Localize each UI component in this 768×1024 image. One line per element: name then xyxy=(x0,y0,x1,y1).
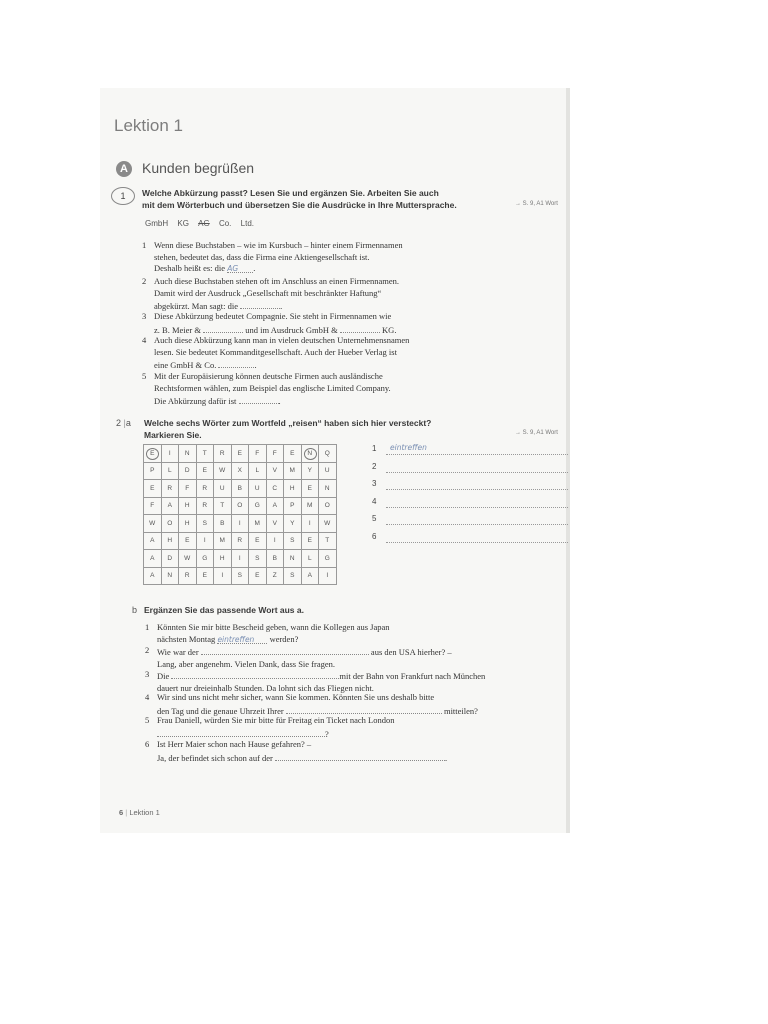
grid-letter-cell[interactable]: I xyxy=(319,567,337,585)
text-line: abgekürzt. Man sagt: die xyxy=(154,301,239,311)
grid-letter-cell[interactable]: M xyxy=(301,497,319,515)
answer-line[interactable] xyxy=(386,479,568,490)
grid-letter-cell[interactable]: A xyxy=(161,497,179,515)
text-line: Deshalb heißt es: die xyxy=(154,263,226,273)
grid-letter-cell[interactable]: C xyxy=(266,480,284,498)
section-badge: A xyxy=(116,161,132,177)
handwritten-answer: eintreffen xyxy=(217,634,255,644)
grid-letter-cell[interactable]: I xyxy=(266,532,284,550)
grid-letter-cell[interactable]: H xyxy=(161,532,179,550)
exercise-2b-item-5 xyxy=(157,715,497,740)
exercise-2b-item-6 xyxy=(157,739,497,764)
text-line: Die Abkürzung dafür ist xyxy=(154,396,237,406)
exercise-2-number xyxy=(116,418,131,428)
grid-letter-cell[interactable]: A xyxy=(301,567,319,585)
grid-letter-cell[interactable]: M xyxy=(214,532,232,550)
abbreviation-option: KG xyxy=(177,219,189,228)
grid-letter-cell[interactable]: E xyxy=(301,532,319,550)
grid-letter-cell[interactable]: P xyxy=(284,497,302,515)
grid-letter-cell[interactable]: L xyxy=(301,550,319,568)
answer-number: 2 xyxy=(372,461,377,471)
grid-letter-cell[interactable]: G xyxy=(319,550,337,568)
grid-letter-cell[interactable]: W xyxy=(214,462,232,480)
grid-letter-cell[interactable]: E xyxy=(249,532,267,550)
text-end: . xyxy=(253,263,256,273)
exercise-2a-reference: → S. 9, A1 Wort xyxy=(515,430,558,436)
text-line: Wir sind uns nicht mehr sicher, wann Sie kommen. Könnten Sie uns deshalb bitte xyxy=(157,692,435,702)
grid-letter-cell[interactable]: S xyxy=(231,567,249,585)
text-line: Wenn diese Buchstaben – wie im Kursbuch – hinter einem Firmennamen xyxy=(154,240,403,250)
word-search-grid xyxy=(143,444,337,585)
exercise-1-item-4 xyxy=(154,335,494,372)
grid-letter-cell[interactable]: G xyxy=(249,497,267,515)
text-line: dauert nur dreieinhalb Stunden. Da lohnt sich das Fliegen nicht. xyxy=(157,682,374,693)
grid-letter-cell[interactable]: H xyxy=(179,515,197,533)
grid-letter-cell[interactable]: D xyxy=(161,550,179,568)
grid-letter-cell[interactable]: Q xyxy=(319,445,337,463)
grid-letter-cell[interactable]: P xyxy=(144,462,162,480)
answer-row xyxy=(372,514,568,528)
page-number: 6 xyxy=(119,808,124,817)
grid-letter-cell[interactable]: M xyxy=(249,515,267,533)
grid-letter-cell[interactable]: A xyxy=(144,567,162,585)
grid-row xyxy=(144,567,337,585)
text-end: . xyxy=(254,360,257,370)
grid-letter-cell[interactable]: L xyxy=(249,462,267,480)
word-search-table xyxy=(143,444,337,585)
text-line: lesen. Sie bedeutet Kommanditgesellschaft. Auch der Hueber Verlag ist xyxy=(154,346,397,357)
text-line: z. B. Meier & xyxy=(154,324,201,335)
exercise-1-item-1 xyxy=(154,240,484,275)
grid-letter-cell[interactable]: H xyxy=(179,497,197,515)
grid-letter-cell[interactable]: N xyxy=(319,480,337,498)
exercise-2a-instruction-line-2: Markieren Sie. xyxy=(144,430,202,440)
answer-blank[interactable] xyxy=(340,323,380,333)
grid-letter-cell[interactable]: D xyxy=(179,462,197,480)
exercise-2b-item-4 xyxy=(157,692,547,717)
grid-letter-cell[interactable]: I xyxy=(196,532,214,550)
grid-letter-cell[interactable]: S xyxy=(249,550,267,568)
exercise-2b-item-3 xyxy=(157,669,537,694)
answer-number: 4 xyxy=(372,496,377,506)
item-number: 2 xyxy=(145,645,150,655)
answer-blank[interactable] xyxy=(275,751,448,763)
exercise-part: a xyxy=(125,418,131,428)
text-line: Diese Abkürzung bedeutet Compagnie. Sie steht in Firmennamen wie xyxy=(154,311,392,321)
grid-letter-cell[interactable]: F xyxy=(144,497,162,515)
text-line: Könnten Sie mir bitte Bescheid geben, wann die Kollegen aus Japan xyxy=(157,622,390,632)
grid-letter-cell[interactable]: Y xyxy=(301,462,319,480)
exercise-2b-instruction: Ergänzen Sie das passende Wort aus a. xyxy=(144,605,304,615)
grid-letter-cell[interactable]: X xyxy=(231,462,249,480)
footer-label: Lektion 1 xyxy=(129,808,160,817)
text-line: Wie war der xyxy=(157,647,199,657)
grid-letter-cell[interactable]: E xyxy=(301,480,319,498)
exercise-1-item-3 xyxy=(154,311,484,336)
item-number: 5 xyxy=(145,715,150,725)
grid-row xyxy=(144,515,337,533)
text-line: eine GmbH & Co. xyxy=(154,360,217,370)
text-line: aus den USA hierher? – xyxy=(370,647,452,657)
exercise-1-instruction-line-2: mit dem Wörterbuch und übersetzen Sie die Ausdrücke in Ihre Muttersprache. xyxy=(142,200,457,210)
abbreviation-option: Co. xyxy=(218,219,232,228)
answer-row xyxy=(372,462,568,476)
grid-letter-cell[interactable]: E xyxy=(144,445,162,463)
grid-letter-cell[interactable]: W xyxy=(179,550,197,568)
answer-blank[interactable] xyxy=(157,727,325,737)
item-number: 6 xyxy=(145,739,150,749)
grid-letter-cell[interactable]: O xyxy=(319,497,337,515)
text-line: Die xyxy=(157,671,170,681)
grid-letter-cell[interactable]: E xyxy=(231,445,249,463)
grid-letter-cell[interactable]: A xyxy=(266,497,284,515)
grid-letter-cell[interactable]: T xyxy=(214,497,232,515)
grid-letter-cell[interactable]: U xyxy=(214,480,232,498)
answer-blank[interactable] xyxy=(239,394,279,404)
answer-number: 1 xyxy=(372,444,377,453)
grid-row xyxy=(144,445,337,463)
section-title: Kunden begrüßen xyxy=(142,160,255,176)
grid-letter-cell[interactable]: E xyxy=(196,567,214,585)
grid-letter-cell[interactable]: R xyxy=(179,567,197,585)
grid-letter-cell[interactable]: E xyxy=(249,567,267,585)
answer-list xyxy=(372,444,568,554)
abbreviation-list xyxy=(145,219,261,228)
grid-row xyxy=(144,462,337,480)
grid-letter-cell[interactable]: A xyxy=(144,532,162,550)
text-end: ? xyxy=(325,728,329,739)
grid-letter-cell[interactable]: H xyxy=(214,550,232,568)
text-line: Mit der Europäisierung können deutsche Firmen auch ausländische xyxy=(154,371,383,381)
grid-letter-cell[interactable]: N xyxy=(161,567,179,585)
text-line: stehen, bedeutet das, dass die Firma eine Aktiengesellschaft ist. xyxy=(154,251,370,262)
grid-letter-cell[interactable]: L xyxy=(161,462,179,480)
grid-letter-cell[interactable]: S xyxy=(284,532,302,550)
grid-letter-cell[interactable]: M xyxy=(284,462,302,480)
text-end: . xyxy=(280,301,283,311)
item-number: 1 xyxy=(142,240,147,250)
answer-blank[interactable] xyxy=(227,263,256,273)
grid-letter-cell[interactable]: I xyxy=(231,515,249,533)
exercise-2a-instruction-line-1: Welche sechs Wörter zum Wortfeld „reisen“ haben sich hier versteckt? xyxy=(144,418,432,428)
answer-number: 3 xyxy=(372,479,377,489)
grid-letter-cell[interactable]: Y xyxy=(284,515,302,533)
grid-letter-cell[interactable]: N xyxy=(301,445,319,463)
answer-line[interactable] xyxy=(386,462,568,473)
grid-letter-cell[interactable]: V xyxy=(266,515,284,533)
abbreviation-option: GmbH xyxy=(145,219,169,228)
grid-letter-cell[interactable]: E xyxy=(144,480,162,498)
circle-mark xyxy=(304,448,317,460)
text-line: Ja, der befindet sich schon auf der xyxy=(157,752,273,763)
text-line: Lang, aber angenehm. Vielen Dank, dass Sie fragen. xyxy=(157,658,336,669)
exercise-number: 2 xyxy=(116,418,122,428)
exercise-2b-item-1 xyxy=(157,622,497,645)
grid-row xyxy=(144,532,337,550)
item-number: 4 xyxy=(145,692,150,702)
grid-letter-cell[interactable]: Z xyxy=(266,567,284,585)
exercise-2b-item-2 xyxy=(157,645,497,670)
grid-row xyxy=(144,497,337,515)
exercise-1-reference: → S. 9, A1 Wort xyxy=(515,201,558,207)
grid-letter-cell[interactable]: W xyxy=(144,515,162,533)
grid-letter-cell[interactable]: R xyxy=(214,445,232,463)
circle-mark xyxy=(146,448,159,460)
grid-letter-cell[interactable]: U xyxy=(249,480,267,498)
exercise-1-item-5 xyxy=(154,371,484,408)
text-line: werden? xyxy=(269,633,299,644)
page-footer xyxy=(119,808,160,817)
grid-letter-cell[interactable]: F xyxy=(249,445,267,463)
item-number: 1 xyxy=(145,622,150,632)
text-line: mit der Bahn von Frankfurt nach München xyxy=(339,671,486,681)
text-line: Ist Herr Maier schon nach Hause gefahren? – xyxy=(157,739,312,749)
text-end: . xyxy=(445,752,448,763)
grid-letter-cell[interactable]: E xyxy=(196,462,214,480)
grid-letter-cell[interactable]: S xyxy=(196,515,214,533)
answer-line[interactable] xyxy=(386,497,568,508)
item-number: 3 xyxy=(142,311,147,321)
exercise-1-number: 1 xyxy=(111,187,135,205)
grid-letter-cell[interactable]: S xyxy=(284,567,302,585)
grid-letter-cell[interactable]: F xyxy=(179,480,197,498)
grid-row xyxy=(144,550,337,568)
text-line: Frau Daniell, würden Sie mir bitte für Freitag ein Ticket nach London xyxy=(157,715,395,725)
abbreviation-option: Ltd. xyxy=(240,219,254,228)
answer-blank[interactable] xyxy=(286,704,442,714)
answer-blank[interactable] xyxy=(201,645,369,655)
grid-letter-cell[interactable]: I xyxy=(231,550,249,568)
grid-letter-cell[interactable]: E xyxy=(284,445,302,463)
grid-letter-cell[interactable]: R xyxy=(231,532,249,550)
item-number: 2 xyxy=(142,276,147,286)
grid-letter-cell[interactable]: O xyxy=(231,497,249,515)
grid-letter-cell[interactable]: F xyxy=(266,445,284,463)
separator-bar: | xyxy=(123,418,126,428)
item-number: 3 xyxy=(145,669,150,679)
grid-letter-cell[interactable]: B xyxy=(231,480,249,498)
answer-blank[interactable] xyxy=(171,669,339,679)
exercise-1-instruction-line-1: Welche Abkürzung passt? Lesen Sie und ergänzen Sie. Arbeiten Sie auch xyxy=(142,188,439,198)
text-line: mitteilen? xyxy=(443,705,478,716)
text-line: den Tag und die genaue Uhrzeit Ihrer xyxy=(157,705,284,716)
answer-line[interactable] xyxy=(386,532,568,543)
handwritten-answer: AG xyxy=(227,264,239,273)
grid-letter-cell[interactable]: E xyxy=(179,532,197,550)
text-line: Rechtsformen wählen, zum Beispiel das englische Limited Company. xyxy=(154,382,391,393)
grid-letter-cell[interactable]: H xyxy=(284,480,302,498)
answer-number: 5 xyxy=(372,514,377,524)
text-line: Damit wird der Ausdruck „Gesellschaft mit beschränkter Haftung“ xyxy=(154,287,382,298)
answer-row xyxy=(372,532,568,546)
grid-letter-cell[interactable]: W xyxy=(319,515,337,533)
item-number: 5 xyxy=(142,371,147,381)
exercise-1-item-2 xyxy=(154,276,484,313)
grid-letter-cell[interactable]: N xyxy=(179,445,197,463)
grid-letter-cell[interactable]: R xyxy=(161,480,179,498)
exercise-2b-part: b xyxy=(132,605,138,615)
answer-blank[interactable] xyxy=(203,323,243,333)
answer-row xyxy=(372,444,568,458)
answer-row xyxy=(372,479,568,493)
grid-letter-cell[interactable]: O xyxy=(161,515,179,533)
answer-line[interactable] xyxy=(386,444,568,455)
grid-letter-cell[interactable]: B xyxy=(214,515,232,533)
answer-blank[interactable] xyxy=(217,634,267,644)
footer-separator: | xyxy=(125,808,128,817)
grid-letter-cell[interactable]: U xyxy=(319,462,337,480)
answer-row xyxy=(372,497,568,511)
text-line: Auch diese Buchstaben stehen oft im Anschluss an einen Firmennamen. xyxy=(154,276,400,286)
grid-letter-cell[interactable]: I xyxy=(161,445,179,463)
grid-letter-cell[interactable]: R xyxy=(196,480,214,498)
text-end: . xyxy=(278,396,281,406)
text-line: und im Ausdruck GmbH & xyxy=(245,324,338,335)
grid-row xyxy=(144,480,337,498)
grid-letter-cell[interactable]: R xyxy=(196,497,214,515)
grid-letter-cell[interactable]: B xyxy=(266,550,284,568)
item-number: 4 xyxy=(142,335,147,345)
answer-line[interactable] xyxy=(386,514,568,525)
lesson-title: Lektion 1 xyxy=(114,116,183,135)
text-line: Auch diese Abkürzung kann man in vielen deutschen Unternehmensnamen xyxy=(154,335,410,345)
answer-blank[interactable] xyxy=(240,299,283,311)
grid-letter-cell[interactable]: T xyxy=(196,445,214,463)
handwritten-answer: eintreffen xyxy=(390,443,427,452)
abbreviation-option: AG xyxy=(198,219,210,228)
grid-letter-cell[interactable]: V xyxy=(266,462,284,480)
grid-letter-cell[interactable]: I xyxy=(214,567,232,585)
grid-letter-cell[interactable]: A xyxy=(144,550,162,568)
grid-letter-cell[interactable]: I xyxy=(301,515,319,533)
text-line: nächsten Montag xyxy=(157,633,216,644)
answer-number: 6 xyxy=(372,532,377,541)
grid-letter-cell[interactable]: G xyxy=(196,550,214,568)
answer-blank[interactable] xyxy=(218,358,257,370)
text-end: KG. xyxy=(382,324,397,335)
grid-letter-cell[interactable]: T xyxy=(319,532,337,550)
grid-letter-cell[interactable]: N xyxy=(284,550,302,568)
